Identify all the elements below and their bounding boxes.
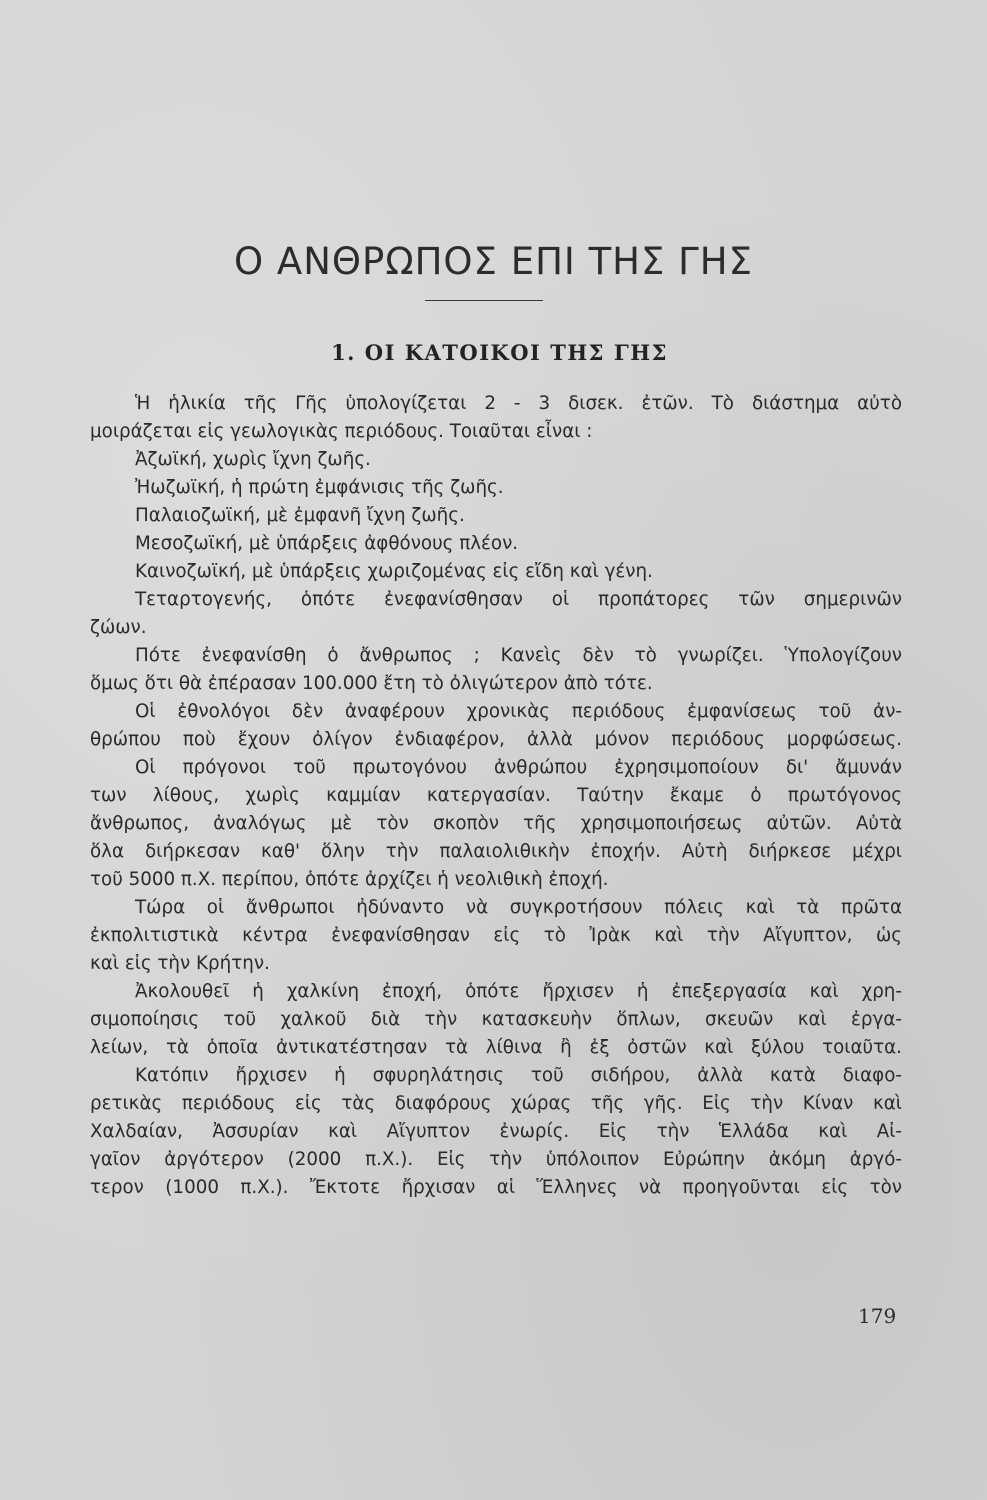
text-line: ρετικὰς περιόδους εἰς τὰς διαφόρους χώρας τῆς γῆς. Εἰς τὴν Κίναν καὶ <box>90 1093 902 1114</box>
text-line: Πότε ἐνεφανίσθη ὁ ἄνθρωπος ; Κανεὶς δὲν τὸ γνωρίζει. Ὑπολογίζουν <box>135 645 902 666</box>
text-line: καὶ εἰς τὴν Κρήτην. <box>90 953 270 974</box>
body-text <box>90 390 902 1202</box>
text-line: Καινοζωϊκή, μὲ ὑπάρξεις χωριζομένας εἰς εἴδη καὶ γένη. <box>135 561 653 582</box>
text-line: Ἡ ἡλικία τῆς Γῆς ὑπολογίζεται 2 - 3 δισεκ. ἐτῶν. Τὸ διάστημα αὐτὸ <box>135 393 902 414</box>
title-divider <box>425 300 543 301</box>
text-line: Οἱ πρόγονοι τοῦ πρωτογόνου ἀνθρώπου ἐχρησιμοποίουν δι' ἄμυνάν <box>135 757 902 778</box>
text-line: γαῖον ἀργότερον (2000 π.Χ.). Εἰς τὴν ὑπόλοιπον Εὐρώπην ἀκόμη ἀργό- <box>90 1149 902 1170</box>
text-line: Τεταρτογενής, ὁπότε ἐνεφανίσθησαν οἱ προπάτορες τῶν σημερινῶν <box>135 589 902 610</box>
page-number: 179 <box>858 1304 897 1328</box>
text-line: Μεσοζωϊκή, μὲ ὑπάρξεις ἀφθόνους πλέον. <box>135 533 519 554</box>
text-line: μοιράζεται εἰς γεωλογικὰς περιόδους. Τοιαῦται εἶναι : <box>90 421 593 442</box>
text-line: των λίθους, χωρὶς καμμίαν κατεργασίαν. Ταύτην ἔκαμε ὁ πρωτόγονος <box>90 785 902 806</box>
text-line: Ἠωζωϊκή, ἡ πρώτη ἐμφάνισις τῆς ζωῆς. <box>135 477 504 498</box>
text-line: ζώων. <box>90 617 147 638</box>
text-line: Ἀκολουθεῖ ἡ χαλκίνη ἐποχή, ὁπότε ἤρχισεν ἡ ἐπεξεργασία καὶ χρη- <box>135 981 902 1002</box>
text-line: τοῦ 5000 π.Χ. περίπου, ὁπότε ἀρχίζει ἡ νεολιθικὴ ἐποχή. <box>90 869 609 890</box>
text-line: Ἀζωϊκή, χωρὶς ἴχνη ζωῆς. <box>135 449 371 470</box>
text-line: τερον (1000 π.Χ.). Ἔκτοτε ἤρχισαν αἱ Ἕλληνες νὰ προηγοῦνται εἰς τὸν <box>90 1177 902 1198</box>
text-line: Οἱ ἐθνολόγοι δὲν ἀναφέρουν χρονικὰς περιόδους ἐμφανίσεως τοῦ ἀν- <box>135 701 902 722</box>
text-line: Χαλδαίαν, Ἀσσυρίαν καὶ Αἴγυπτον ἐνωρίς. Εἰς τὴν Ἑλλάδα καὶ Αἰ- <box>90 1121 902 1142</box>
text-line: σιμοποίησις τοῦ χαλκοῦ διὰ τὴν κατασκευὴν ὅπλων, σκευῶν καὶ ἐργα- <box>90 1009 902 1030</box>
chapter-title: Ο ΑΝΘΡΩΠΟΣ ΕΠΙ ΤΗΣ ΓΗΣ <box>234 240 753 283</box>
text-line: θρώπου ποὺ ἔχουν ὀλίγον ἐνδιαφέρον, ἀλλὰ μόνον περιόδους μορφώσεως. <box>90 729 902 750</box>
text-line: ὅλα διήρκεσαν καθ' ὅλην τὴν παλαιολιθικὴν ἐποχήν. Αὐτὴ διήρκεσε μέχρι <box>90 841 902 862</box>
text-line: ἐκπολιτιστικὰ κέντρα ἐνεφανίσθησαν εἰς τὸ Ἰρὰκ καὶ τὴν Αἴγυπτον, ὡς <box>90 925 902 946</box>
text-line: ὅμως ὅτι θὰ ἐπέρασαν 100.000 ἔτη τὸ ὀλιγώτερον ἀπὸ τότε. <box>90 673 653 694</box>
text-line: Κατόπιν ἤρχισεν ἡ σφυρηλάτησις τοῦ σιδήρου, ἀλλὰ κατὰ διαφο- <box>135 1065 902 1086</box>
text-line: λείων, τὰ ὁποῖα ἀντικατέστησαν τὰ λίθινα ἢ ἐξ ὀστῶν καὶ ξύλου τοιαῦτα. <box>90 1037 902 1058</box>
section-heading: 1. ΟΙ ΚΑΤΟΙΚΟΙ ΤΗΣ ΓΗΣ <box>331 340 668 365</box>
text-line: Παλαιοζωϊκή, μὲ ἐμφανῆ ἴχνη ζωῆς. <box>135 505 465 526</box>
text-line: Τώρα οἱ ἄνθρωποι ἠδύναντο νὰ συγκροτήσουν πόλεις καὶ τὰ πρῶτα <box>135 897 902 918</box>
text-line: ἄνθρωπος, ἀναλόγως μὲ τὸν σκοπὸν τῆς χρησιμοποιήσεως αὐτῶν. Αὐτὰ <box>90 813 902 834</box>
